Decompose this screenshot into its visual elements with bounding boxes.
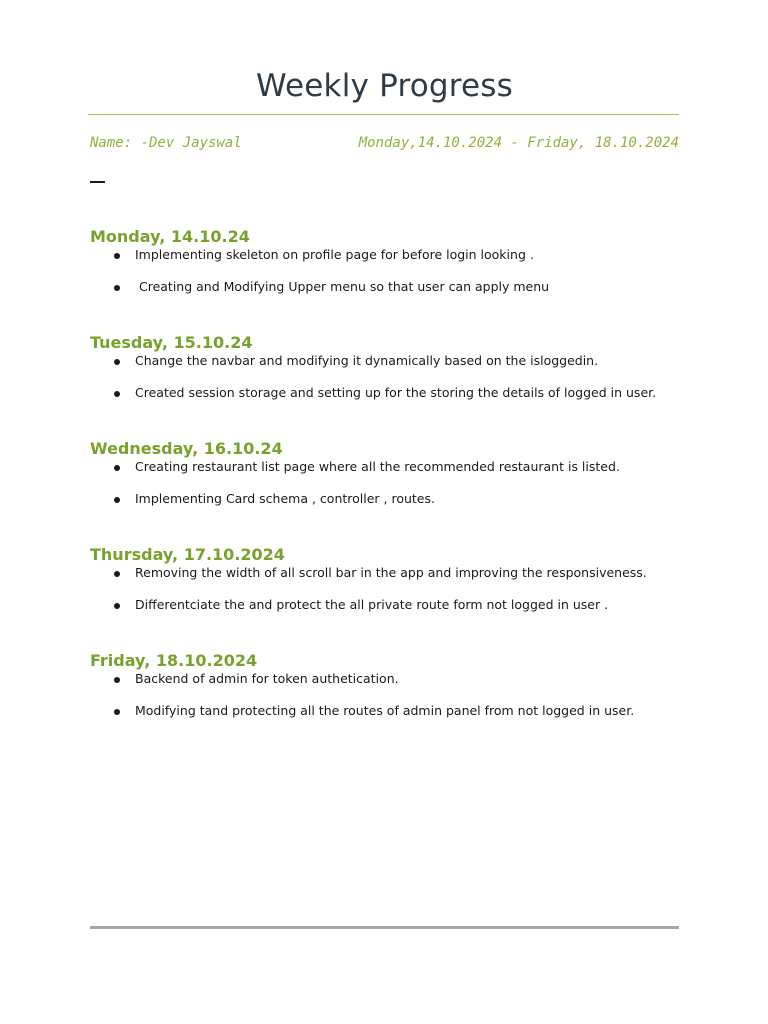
date-range: Monday,14.10.2024 - Friday, 18.10.2024	[358, 135, 679, 151]
bullet-icon	[114, 359, 120, 365]
day-heading: Wednesday, 16.10.24	[90, 439, 283, 458]
task-item	[90, 459, 679, 475]
task-list	[90, 353, 679, 401]
bullet-icon	[114, 285, 120, 291]
bullet-icon	[114, 497, 120, 503]
bullet-icon	[114, 677, 120, 683]
document-title: Weekly Progress	[255, 68, 514, 104]
task-item	[90, 671, 679, 687]
task-item	[90, 247, 679, 263]
task-text: Implementing skeleton on profile page for before login looking .	[135, 247, 534, 262]
day-section-tuesday	[90, 333, 679, 401]
day-section-wednesday	[90, 439, 679, 507]
day-section-thursday	[90, 545, 679, 613]
task-item	[90, 279, 679, 295]
task-text: Backend of admin for token authetication.	[135, 671, 399, 686]
task-item	[90, 385, 679, 401]
title-underline	[88, 114, 679, 115]
task-text: Removing the width of all scroll bar in the app and improving the responsiveness.	[135, 565, 647, 580]
task-text: Creating and Modifying Upper menu so that user can apply menu	[135, 279, 550, 294]
task-list	[90, 671, 679, 719]
bullet-icon	[114, 465, 120, 471]
day-heading: Tuesday, 15.10.24	[90, 333, 253, 352]
task-text: Differentciate the and protect the all private route form not logged in user .	[135, 597, 609, 612]
task-item	[90, 491, 679, 507]
day-section-friday	[90, 651, 679, 719]
meta-row	[90, 135, 679, 155]
day-heading: Friday, 18.10.2024	[90, 651, 258, 670]
task-item	[90, 703, 679, 719]
document-page	[90, 0, 679, 1024]
task-text: Modifying tand protecting all the routes of admin panel from not logged in user.	[135, 703, 635, 718]
task-list	[90, 247, 679, 295]
author-name: Name: -Dev Jayswal	[90, 135, 242, 151]
task-list	[90, 565, 679, 613]
task-item	[90, 353, 679, 369]
task-text: Creating restaurant list page where all the recommended restaurant is listed.	[135, 459, 620, 474]
bullet-icon	[114, 709, 120, 715]
bullet-icon	[114, 571, 120, 577]
task-text: Implementing Card schema , controller , routes.	[135, 491, 435, 506]
footer-rule	[90, 926, 679, 929]
task-text: Created session storage and setting up for the storing the details of logged in user.	[135, 385, 657, 400]
day-heading: Thursday, 17.10.2024	[90, 545, 285, 564]
day-section-monday	[90, 227, 679, 295]
task-item	[90, 597, 679, 613]
task-text: Change the navbar and modifying it dynamically based on the isloggedin.	[135, 353, 599, 368]
bullet-icon	[114, 391, 120, 397]
task-list	[90, 459, 679, 507]
task-item	[90, 565, 679, 581]
bullet-icon	[114, 253, 120, 259]
day-heading: Monday, 14.10.24	[90, 227, 250, 246]
bullet-icon	[114, 603, 120, 609]
dash-mark	[90, 181, 105, 183]
